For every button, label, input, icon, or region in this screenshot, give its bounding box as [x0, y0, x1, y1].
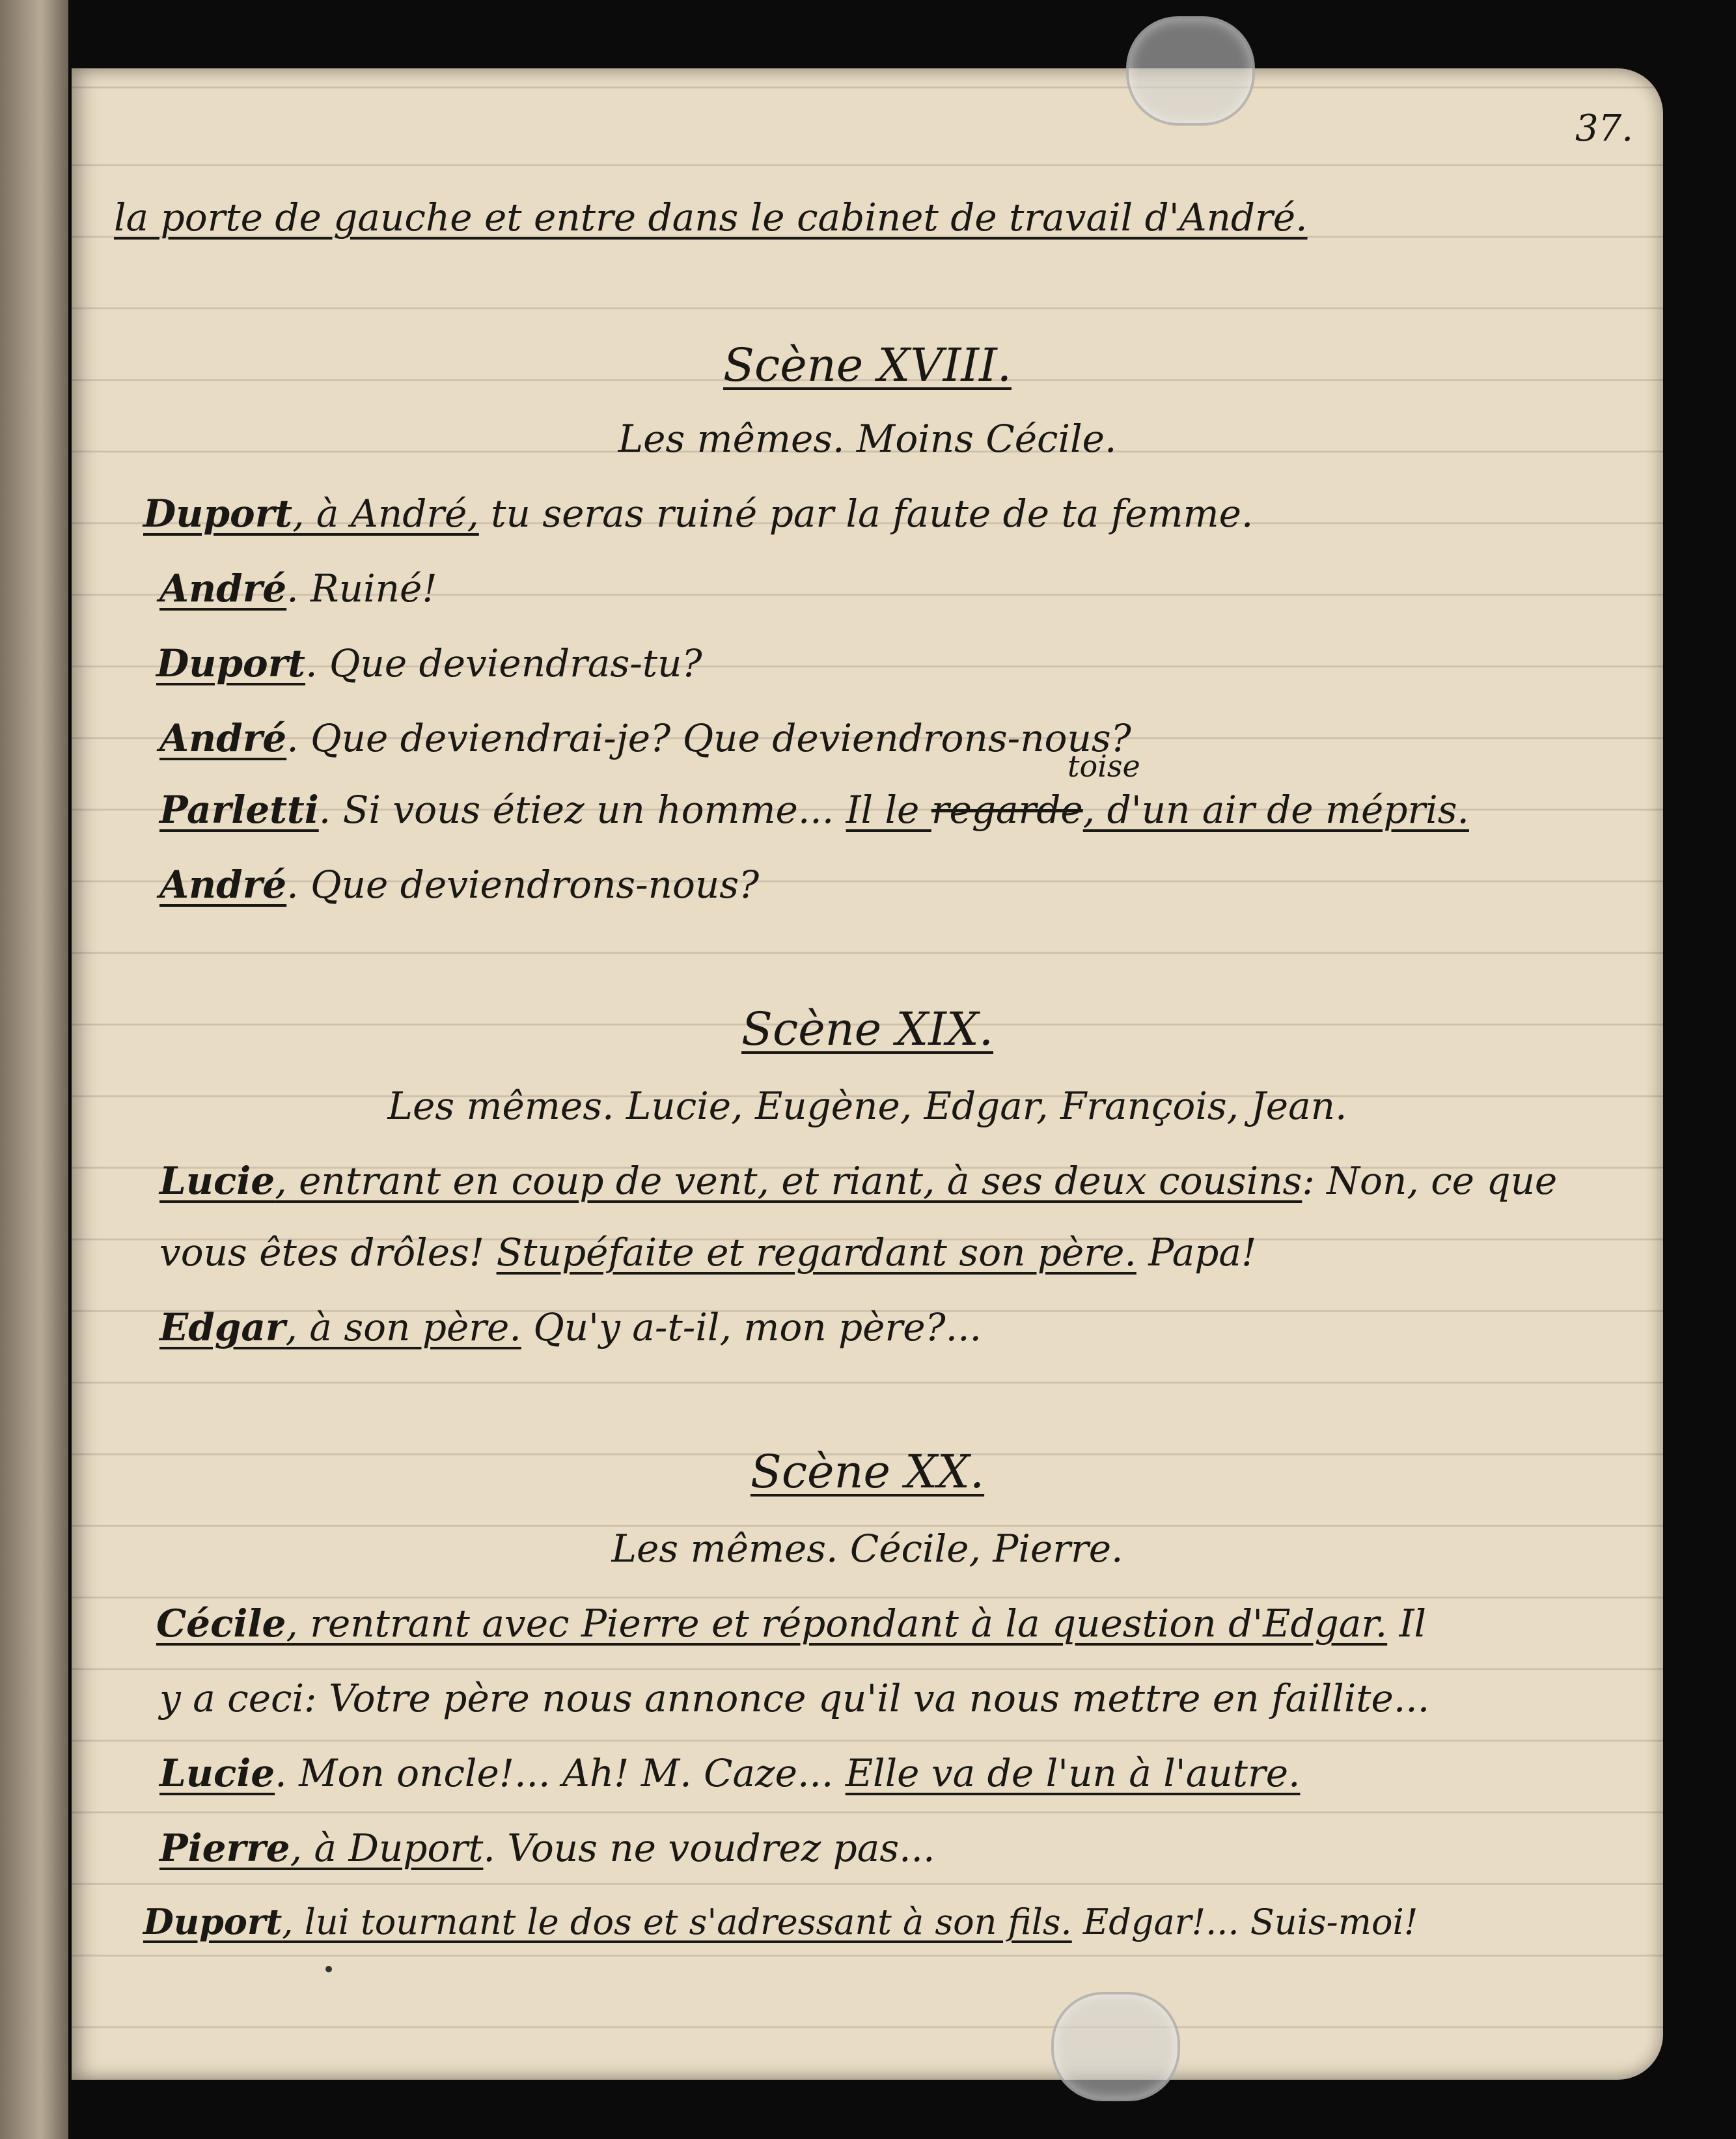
dialogue-line-4: André. Que deviendrai-je? Que deviendrons-nous? — [159, 716, 1131, 760]
dialogue-line-10: Cécile, rentrant avec Pierre et répondant à la question d'Edgar. Il — [156, 1601, 1427, 1646]
dialogue-line-5: Parletti. Si vous étiez un homme... Il le regarde, d'un air de mépris. — [159, 788, 1469, 832]
scene-19-title: Scène XIX. — [741, 1002, 993, 1056]
inserted-word: toise — [1068, 749, 1140, 784]
binder-clip-top — [1126, 16, 1255, 126]
stage-direction-line: la porte de gauche et entre dans le cabinet de travail d'André. — [114, 195, 1308, 240]
dialogue-line-12: Lucie. Mon oncle!... Ah! M. Caze... Elle va de l'un à l'autre. — [159, 1751, 1301, 1795]
dialogue-line-8: vous êtes drôles! Stupéfaite et regardant son père. Papa! — [159, 1230, 1257, 1275]
page-number: 37. — [1575, 107, 1634, 150]
dialogue-line-11: y a ceci: Votre père nous annonce qu'il va nous mettre en faillite... — [159, 1676, 1430, 1720]
scene-20-title: Scène XX. — [750, 1445, 985, 1498]
dialogue-line-3: Duport. Que deviendras-tu? — [156, 641, 702, 685]
dialogue-line-1: Duport, à André, tu seras ruiné par la faute de ta femme. — [143, 491, 1254, 536]
facing-page-edge — [0, 0, 68, 2139]
scene-20-cast: Les mêmes. Cécile, Pierre. — [611, 1526, 1123, 1571]
scene-18-cast: Les mêmes. Moins Cécile. — [618, 417, 1117, 461]
dialogue-line-14: Duport, lui tournant le dos et s'adressant à son fils. Edgar!... Suis-moi! — [143, 1901, 1418, 1942]
scene-18-title: Scène XVIII. — [723, 338, 1012, 392]
dialogue-line-13: Pierre, à Duport. Vous ne voudrez pas... — [159, 1826, 935, 1870]
scene-19-cast: Les mêmes. Lucie, Eugène, Edgar, François, Jean. — [387, 1084, 1347, 1128]
ink-dot — [325, 1966, 332, 1972]
dialogue-line-7: Lucie, entrant en coup de vent, et riant, à ses deux cousins: Non, ce que — [159, 1159, 1558, 1203]
dialogue-line-9: Edgar, à son père. Qu'y a-t-il, mon père?... — [159, 1305, 982, 1349]
binder-clip-bottom — [1051, 1992, 1180, 2101]
dialogue-line-2: André. Ruiné! — [159, 566, 437, 611]
dialogue-line-6: André. Que deviendrons-nous? — [159, 862, 760, 907]
